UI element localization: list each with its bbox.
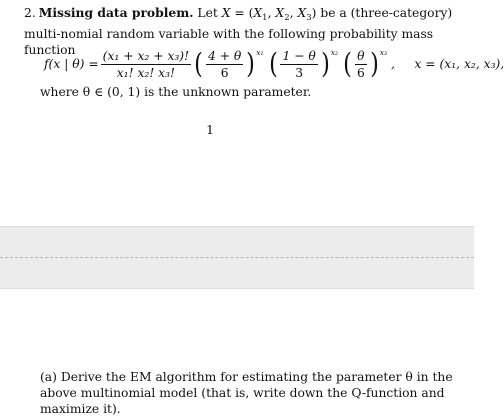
problem-title: Missing data problem. bbox=[38, 5, 194, 20]
math-text: = ( bbox=[230, 6, 254, 20]
math-sub: 1 bbox=[262, 13, 268, 23]
math-var: X bbox=[221, 6, 231, 20]
page-number: 1 bbox=[206, 123, 214, 137]
parameter-note: where θ ∈ (0, 1) is the unknown parameter. bbox=[40, 85, 312, 99]
left-paren: ( bbox=[194, 47, 203, 80]
problem-text: ) be a (three-category) multi-nomial random variable with the following probability mass function bbox=[24, 6, 453, 57]
math-sub: 2 bbox=[284, 13, 290, 23]
math-var: X bbox=[297, 6, 307, 20]
prob-term-3: $\frac{\theta}{6}$ bbox=[356, 48, 365, 80]
right-paren: ) bbox=[246, 47, 256, 80]
formula-lhs: f(x | θ) = bbox=[44, 57, 99, 71]
left-paren: ( bbox=[343, 47, 352, 80]
right-paren: ) bbox=[320, 47, 330, 80]
page-break-gap bbox=[0, 226, 474, 289]
exponent: x₂ bbox=[330, 47, 339, 57]
math-text: , bbox=[267, 6, 276, 20]
math-var: X bbox=[275, 6, 285, 20]
pmf-formula bbox=[44, 44, 504, 84]
prob-term-1: $\frac{4 + \theta}{6}$ bbox=[207, 48, 242, 80]
math-var: X bbox=[253, 6, 263, 20]
problem-number: 2. bbox=[24, 6, 36, 20]
part-a-question: (a) Derive the EM algorithm for estimating the parameter θ in the above multinomial model (that is, write down the Q-function and maximize it). bbox=[40, 370, 453, 416]
exponent: x₁ bbox=[256, 47, 264, 57]
problem-text: Let bbox=[193, 6, 222, 20]
left-paren: ( bbox=[268, 47, 278, 80]
right-paren: ) bbox=[369, 47, 379, 80]
exponent: x₃ bbox=[379, 47, 387, 57]
math-text: , bbox=[289, 6, 298, 20]
math-sub: 3 bbox=[306, 13, 312, 23]
prob-term-2: $\frac{1 - \theta}{3}$ bbox=[282, 48, 316, 80]
formula-domain: , x = (x₁, x₂, x₃), bbox=[390, 57, 504, 71]
page-break-line bbox=[0, 257, 474, 258]
multinomial-coefficient: $\frac{\text{(x₁ + x₂ + x₃)!}}{\text{x₁! x₂! x₃!}}$ bbox=[102, 48, 190, 80]
